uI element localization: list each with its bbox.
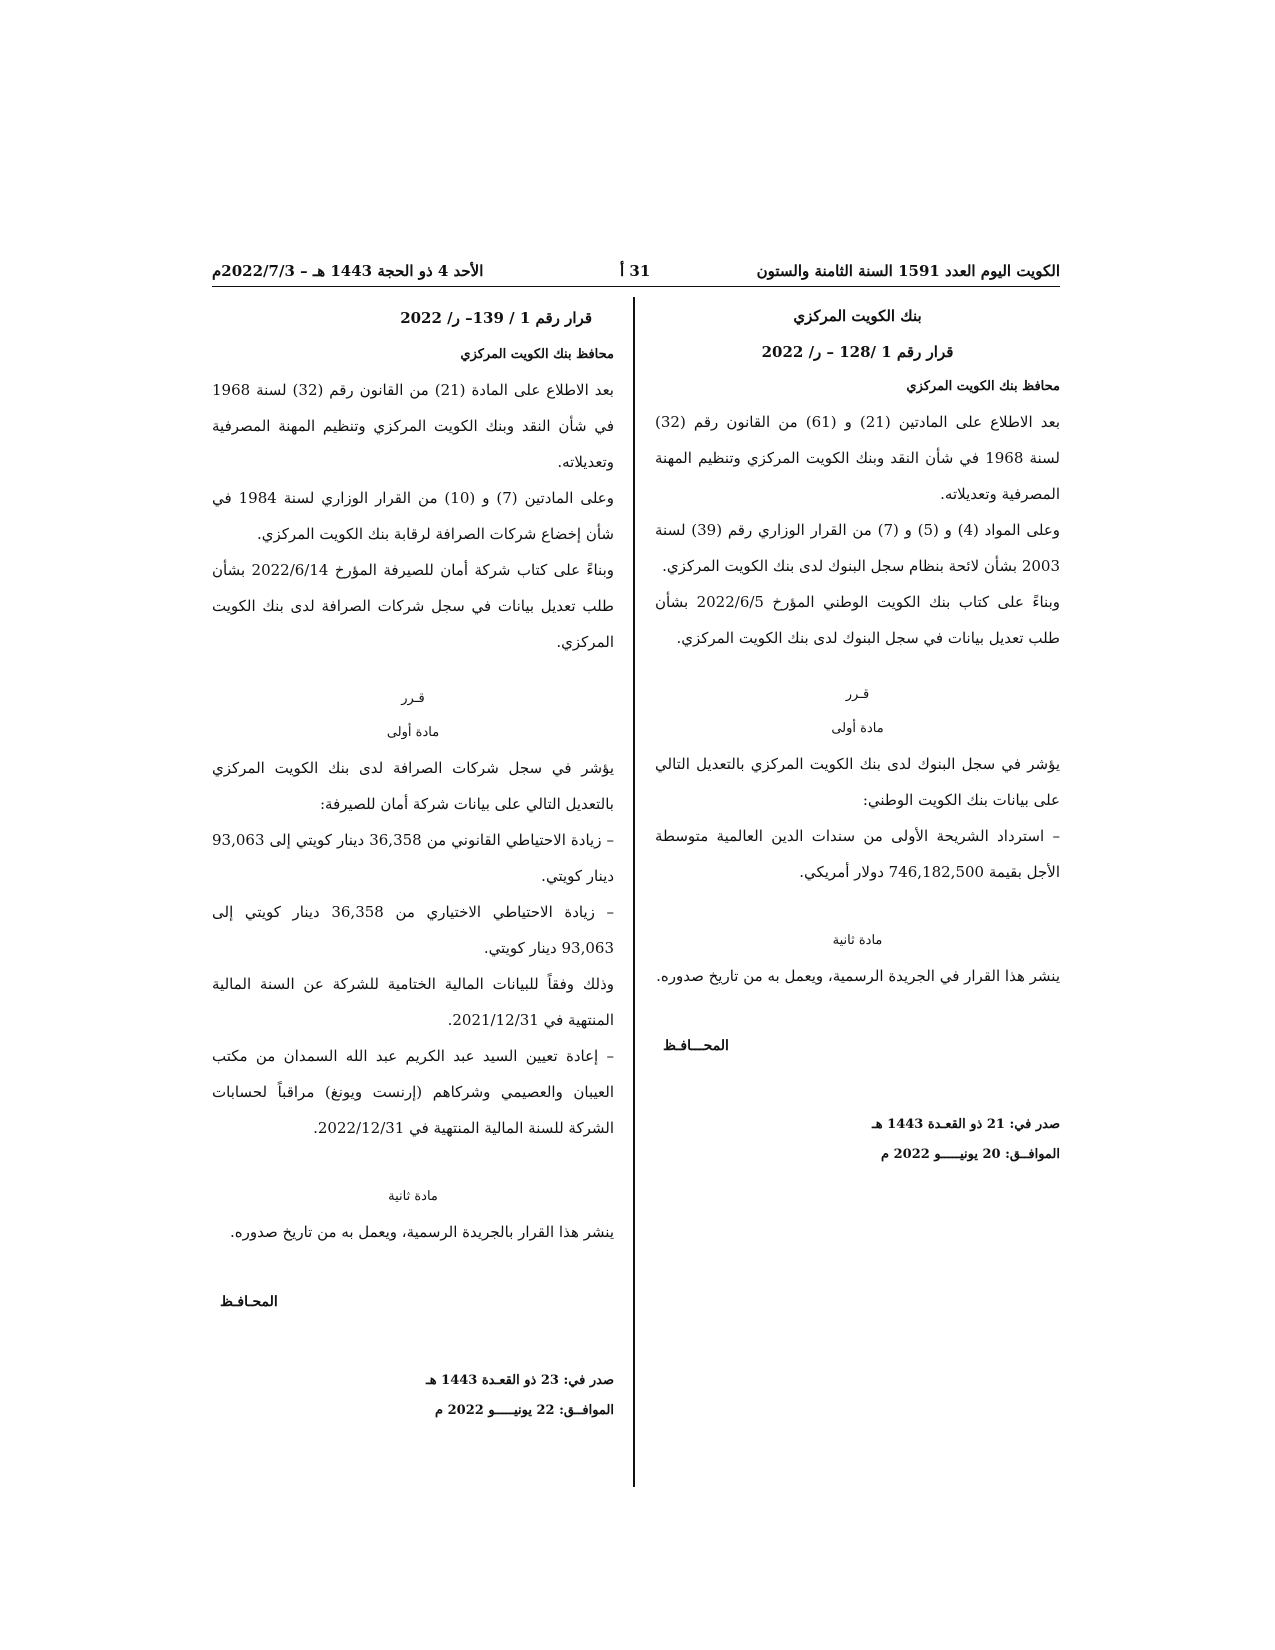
header-issue-info: الكويت اليوم العدد 1591 السنة الثامنة والستون xyxy=(756,262,1060,280)
decided-heading: قـرر xyxy=(845,687,870,702)
article-2-title: مادة ثانية xyxy=(388,1189,438,1204)
governor-heading: محافظ بنك الكويت المركزي xyxy=(460,347,614,362)
preamble-paragraph: وعلى المادتين (7) و (10) من القرار الوزاري لسنة 1984 في شأن إخضاع شركات الصرافة لرقابة بنك الكويت المركزي. xyxy=(212,489,614,543)
governor-signature: المحـــافـظ xyxy=(663,1038,729,1054)
article-1-title: مادة أولى xyxy=(386,725,440,740)
column-divider xyxy=(633,297,635,1487)
preamble-paragraph: وعلى المواد (4) و (5) و (7) من القرار الوزاري رقم (39) لسنة 2003 بشأن لائحة بنظام سجل البنوك لدى بنك الكويت المركزي. xyxy=(655,521,1061,575)
preamble-paragraph: وبناءً على كتاب شركة أمان للصيرفة المؤرخ 2022/6/14 بشأن طلب تعديل بيانات في سجل شركات الصرافة لدى بنك الكويت المركزي. xyxy=(212,561,614,651)
article-1-item: – استرداد الشريحة الأولى من سندات الدين العالمية متوسطة الأجل بقيمة 746,182,500 دولار أمريكي. xyxy=(655,827,1060,881)
header-page-number: 31 أ xyxy=(620,262,651,280)
page-header xyxy=(212,258,1060,287)
issue-date: صدر في: 21 ذو القعـدة 1443 هـ xyxy=(871,1117,1060,1132)
article-1-title: مادة أولى xyxy=(831,721,884,736)
issue-date: صدر في: 23 ذو القعـدة 1443 هـ xyxy=(425,1373,614,1388)
decision-number: قرار رقم 1 / 139– ر/ 2022 xyxy=(400,309,592,327)
corresponding-date: الموافــق: 22 يونيـــــو 2022 م xyxy=(435,1403,614,1418)
corresponding-date: الموافــق: 20 يونيـــــو 2022 م xyxy=(881,1147,1060,1162)
governor-heading: محافظ بنك الكويت المركزي xyxy=(906,379,1060,394)
left-column xyxy=(212,298,614,1426)
header-date: الأحد 4 ذو الحجة 1443 هـ – 2022/7/3م xyxy=(212,262,484,280)
masthead-title: بنك الكويت المركزي xyxy=(793,307,922,325)
article-1-item: – زيادة الاحتياطي الاختياري من 36,358 دينار كويتي إلى 93,063 دينار كويتي. xyxy=(212,903,614,957)
article-2-text: ينشر هذا القرار في الجريدة الرسمية، ويعمل به من تاريخ صدوره. xyxy=(656,967,1060,985)
decision-number: قرار رقم 1 /128 – ر/ 2022 xyxy=(761,343,954,361)
article-1-item: – إعادة تعيين السيد عبد الكريم عبد الله السمدان من مكتب العيبان والعصيمي وشركاهم (إرنست ويونغ) مراقباً لحسابات الشركة للسنة المالية المنتهية في 2022/12/31. xyxy=(212,1047,614,1137)
article-1-text: يؤشر في سجل شركات الصرافة لدى بنك الكويت المركزي بالتعديل التالي على بيانات شركة أمان للصيرفة: xyxy=(212,759,614,813)
article-1-text: يؤشر في سجل البنوك لدى بنك الكويت المركزي بالتعديل التالي على بيانات بنك الكويت الوطني: xyxy=(655,755,1060,809)
preamble-paragraph: وبناءً على كتاب بنك الكويت الوطني المؤرخ 2022/6/5 بشأن طلب تعديل بيانات في سجل البنوك لدى بنك الكويت المركزي. xyxy=(655,593,1060,647)
preamble-paragraph: بعد الاطلاع على المادتين (21) و (61) من القانون رقم (32) لسنة 1968 في شأن النقد وبنك الكويت المركزي وتنظيم المهنة المصرفية وتعديلاته. xyxy=(655,413,1061,503)
right-column xyxy=(655,298,1060,1170)
preamble-paragraph: بعد الاطلاع على المادة (21) من القانون رقم (32) لسنة 1968 في شأن النقد وبنك الكويت المركزي وتنظيم المهنة المصرفية وتعديلاته. xyxy=(212,381,614,471)
article-2-title: مادة ثانية xyxy=(832,933,883,948)
article-2-text: ينشر هذا القرار بالجريدة الرسمية، ويعمل به من تاريخ صدوره. xyxy=(229,1223,614,1241)
governor-signature: المحـافـظ xyxy=(220,1294,278,1310)
article-1-item: – زيادة الاحتياطي القانوني من 36,358 دينار كويتي إلى 93,063 دينار كويتي. xyxy=(212,831,614,885)
article-1-item: وذلك وفقاً للبيانات المالية الختامية للشركة عن السنة المالية المنتهية في 2021/12/31. xyxy=(212,975,614,1029)
decided-heading: قـرر xyxy=(401,691,425,706)
